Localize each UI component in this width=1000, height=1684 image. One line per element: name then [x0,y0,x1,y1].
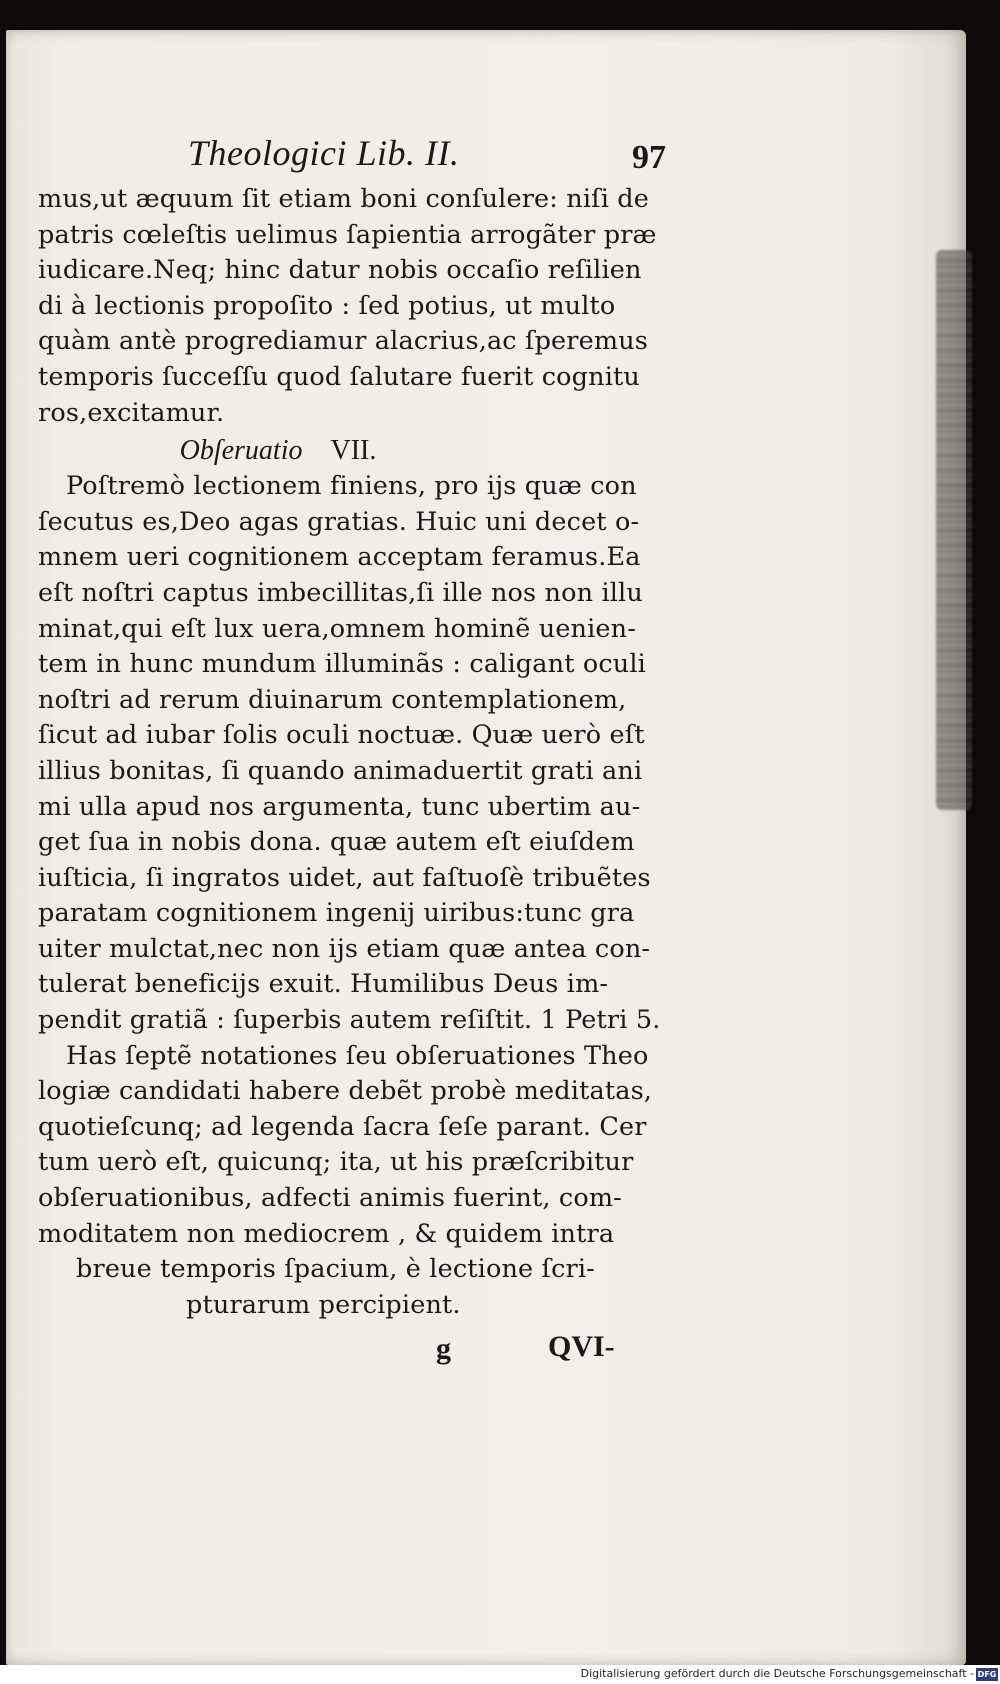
text-line: illius bonitas, ſi quando animaduertit grati ani [38,755,643,786]
text-line: tum uerò eſt, quicunq; ita, ut his præſcribitur [38,1147,634,1178]
heading-numeral: VII. [330,435,377,467]
running-head: Theologici Lib. II. [188,133,460,173]
digitization-credit-bar [0,1665,1000,1684]
text-line: quotieſcunq; ad legenda ſacra ſeſe parant. Cer [38,1111,647,1142]
text-line: pendit gratiã : ſuperbis autem reſiſtit. 1 Petri 5. [38,1005,661,1036]
text-line: mus,ut æquum ſit etiam boni conſulere: niſi de [38,184,650,214]
text-line: pturarum percipient. [186,1289,461,1320]
text-line: ſicut ad iubar ſolis oculi noctuæ. Quæ uerò eſt [38,720,645,751]
text-line: mi ulla apud nos argumenta, tunc ubertim au- [38,791,641,822]
page-footer [38,1323,668,1373]
text-line: mnem ueri cognitionem acceptam feramus.Ea [38,542,641,573]
paragraph-1 [38,469,668,1039]
text-line: tulerat beneficijs exuit. Humilibus Deus im- [38,969,609,1000]
dfg-logo-icon: DFG [977,1670,997,1679]
text-line: ros,excitamur. [38,397,225,428]
text-line: get ſua in nobis dona. quæ autem eſt eiuſdem [38,827,635,858]
catchword: QVI- [548,1330,615,1364]
page-header [38,130,668,182]
text-line: moditatem non mediocrem , & quidem intra [38,1218,615,1249]
signature-mark: g [436,1332,451,1366]
text-line: breue temporis ſpacium, è lectione ſcri- [76,1254,595,1285]
page-number: 97 [632,139,666,176]
text-line: uiter mulctat,nec non ijs etiam quæ antea con- [38,933,651,964]
text-line: Has ſeptẽ notationes ſeu obſeruationes Theo [66,1040,649,1071]
text-line: quàm antè progrediamur alacrius,ac ſperemus [38,326,649,357]
text-line: paratam cognitionem ingenij uiribus:tunc gra [38,898,635,929]
text-line: obſeruationibus, adfecti animis fuerint, com- [38,1183,622,1214]
page-fore-edge-shadow [936,250,972,810]
page-text-block [38,130,668,1373]
section-heading [38,433,668,469]
text-line: Poſtremò lectionem finiens, pro ijs quæ con [66,471,637,502]
text-line: logiæ candidati habere debẽt probè meditatas, [38,1076,653,1107]
text-line: ſecutus es,Deo agas gratias. Huic uni decet o- [38,506,640,537]
text-line: minat,qui eſt lux uera,omnem hominẽ uenien- [38,613,637,644]
text-line: temporis ſucceſſu quod ſalutare fuerit cognitu [38,361,640,392]
text-line: tem in hunc mundum illuminãs : caligant oculi [38,649,646,680]
text-line: di à lectionis propoſito : ſed potius, ut multo [38,290,616,321]
text-before-heading [38,182,668,431]
text-line: iuſticia, ſi ingratos uidet, aut faſtuoſè tribuẽtes [38,862,651,893]
paragraph-2 [38,1039,668,1324]
digitization-credit: Digitalisierung gefördert durch die Deutsche Forschungsgemeinschaft - [580,1667,974,1680]
text-line: noſtri ad rerum diuinarum contemplationem, [38,684,627,715]
heading-label: Obſeruatio [179,435,303,467]
text-line: eſt noſtri captus imbecillitas,ſi ille nos non illu [38,577,643,608]
text-line: patris cœleſtis uelimus ſapientia arrogãter præ [38,219,657,250]
text-line: iudicare.Neq; hinc datur nobis occaſio reſilien [38,255,642,286]
